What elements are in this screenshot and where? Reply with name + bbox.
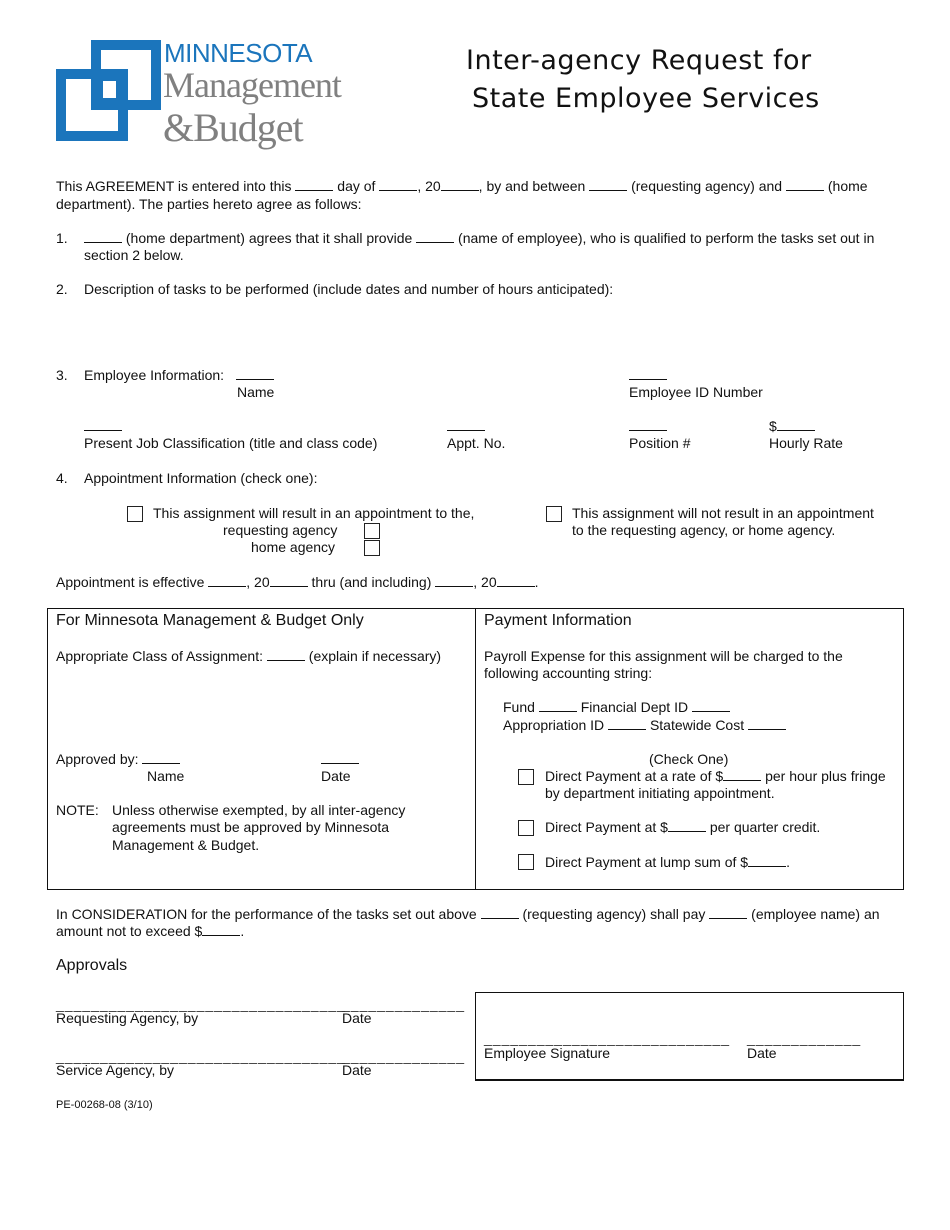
not-to-exceed-field[interactable]	[202, 923, 240, 936]
service-agency-date-line[interactable]: ______________	[342, 1048, 466, 1064]
approved-by-name-caption: Name	[147, 768, 185, 784]
appointment-info-label: Appointment Information (check one):	[84, 470, 318, 486]
quarter-amount-field[interactable]	[668, 819, 706, 832]
intro-line1: This AGREEMENT is entered into this day of , 20 , by and between (requesting agency) and (home	[56, 178, 868, 194]
rate-field[interactable]	[723, 768, 761, 781]
section4-number: 4.	[56, 470, 68, 486]
note-label: NOTE:	[56, 802, 99, 818]
employee-sig-line[interactable]: ____________________________	[484, 1030, 731, 1046]
approved-by-name-field[interactable]	[142, 751, 180, 764]
payment-text-line2: following accounting string:	[484, 665, 653, 681]
approved-by-date-caption: Date	[321, 768, 351, 784]
consideration-employee-field[interactable]	[709, 906, 747, 919]
consideration-agency-field[interactable]	[481, 906, 519, 919]
consideration-line2: amount not to exceed $ .	[56, 923, 245, 939]
section2-number: 2.	[56, 281, 68, 297]
job-class-caption: Present Job Classification (title and class code)	[84, 435, 378, 451]
appropriation-line: Appropriation ID Statewide Cost	[503, 717, 786, 733]
position-caption: Position #	[629, 435, 691, 451]
note-line2: agreements must be approved by Minnesota	[112, 819, 390, 835]
section1-line1: (home department) agrees that it shall provide (name of employee), who is qualified to perform the tasks set out in	[84, 230, 874, 246]
logo-line-management: Management	[163, 65, 341, 105]
effective-end-year-field[interactable]	[497, 574, 535, 587]
box-divider	[475, 608, 476, 889]
employee-signature-caption: Employee Signature	[484, 1045, 611, 1061]
consideration-line1: In CONSIDERATION for the performance of the tasks set out above (requesting agency) shall pay (employee name) an	[56, 906, 880, 922]
section1-line2: section 2 below.	[84, 247, 184, 263]
effective-end-field[interactable]	[435, 574, 473, 587]
no-appointment-checkbox[interactable]	[546, 506, 562, 522]
requesting-agency-date-caption: Date	[342, 1010, 372, 1026]
lump-sum-field[interactable]	[748, 854, 786, 867]
direct-payment-rate-line1: Direct Payment at a rate of $ per hour plus fringe	[545, 768, 886, 784]
no-appointment-text-line2: to the requesting agency, or home agency.	[572, 522, 836, 538]
home-agency-checkbox[interactable]	[364, 540, 380, 556]
position-field[interactable]	[629, 418, 667, 431]
class-assignment-field[interactable]	[267, 648, 305, 661]
approved-by-date-field[interactable]	[321, 751, 359, 764]
year-field[interactable]	[441, 178, 479, 191]
class-assignment-line: Appropriate Class of Assignment: (explain if necessary)	[56, 648, 442, 664]
page-title-line2: State Employee Services	[472, 83, 820, 114]
direct-payment-rate-line2: by department initiating appointment.	[545, 785, 775, 801]
fund-line: Fund Financial Dept ID	[503, 699, 730, 715]
direct-payment-quarter-line: Direct Payment at $ per quarter credit.	[545, 819, 821, 835]
page-title-line1: Inter-agency Request for	[466, 45, 812, 76]
effective-start-year-field[interactable]	[270, 574, 308, 587]
appointment-result-checkbox[interactable]	[127, 506, 143, 522]
employee-name-field[interactable]	[236, 367, 274, 380]
note-line1: Unless otherwise exempted, by all inter-agency	[112, 802, 406, 818]
appropriation-id-field[interactable]	[608, 717, 646, 730]
payment-text-line1: Payroll Expense for this assignment will be charged to the	[484, 648, 843, 664]
logo-mark-icon	[56, 40, 162, 144]
home-agency-option-label: home agency	[251, 539, 336, 555]
day-field[interactable]	[295, 178, 333, 191]
requesting-agency-field[interactable]	[589, 178, 627, 191]
requesting-agency-option-label: requesting agency	[223, 522, 338, 538]
employee-date-line[interactable]: _____________	[747, 1030, 862, 1046]
appointment-result-text: This assignment will result in an appointment to the,	[153, 505, 475, 521]
appt-no-field[interactable]	[447, 418, 485, 431]
fund-field[interactable]	[539, 699, 577, 712]
hourly-rate-field[interactable]	[777, 418, 815, 431]
no-appointment-text-line1: This assignment will not result in an appointment	[572, 505, 874, 521]
s1-employee-name-field[interactable]	[416, 230, 454, 243]
mmb-header: For Minnesota Management & Budget Only	[56, 612, 364, 629]
intro-line2: department). The parties hereto agree as follows:	[56, 196, 362, 212]
direct-payment-lump-line: Direct Payment at lump sum of $ .	[545, 854, 790, 870]
section1-number: 1.	[56, 230, 68, 246]
payment-header: Payment Information	[484, 612, 632, 629]
appointment-effective-line: Appointment is effective , 20 thru (and including) , 20 .	[56, 574, 539, 590]
service-agency-date-caption: Date	[342, 1062, 372, 1078]
logo-line-minnesota: MINNESOTA	[164, 38, 313, 68]
service-agency-caption: Service Agency, by	[56, 1062, 175, 1078]
employee-name-caption: Name	[237, 384, 275, 400]
service-agency-sig-line[interactable]: _________________________________	[56, 1048, 346, 1064]
month-field[interactable]	[379, 178, 417, 191]
section3-number: 3.	[56, 367, 68, 383]
approvals-header: Approvals	[56, 957, 128, 974]
employee-info-label: Employee Information:	[84, 367, 225, 383]
note-line3: Management & Budget.	[112, 837, 260, 853]
home-department-field[interactable]	[786, 178, 824, 191]
requesting-agency-checkbox[interactable]	[364, 523, 380, 539]
check-one-label: (Check One)	[649, 751, 729, 767]
appt-no-caption: Appt. No.	[447, 435, 506, 451]
employee-date-caption: Date	[747, 1045, 777, 1061]
direct-payment-rate-checkbox[interactable]	[518, 769, 534, 785]
direct-payment-quarter-checkbox[interactable]	[518, 820, 534, 836]
requesting-agency-sig-line[interactable]: _________________________________	[56, 996, 346, 1012]
effective-start-field[interactable]	[208, 574, 246, 587]
hourly-rate-caption: Hourly Rate	[769, 435, 843, 451]
requesting-agency-caption: Requesting Agency, by	[56, 1010, 199, 1026]
job-class-field[interactable]	[84, 418, 122, 431]
employee-id-field[interactable]	[629, 367, 667, 380]
section2-text: Description of tasks to be performed (include dates and number of hours anticipated):	[84, 281, 614, 297]
approved-by-line: Approved by:	[56, 751, 180, 767]
financial-dept-id-field[interactable]	[692, 699, 730, 712]
s1-home-department-field[interactable]	[84, 230, 122, 243]
direct-payment-lump-checkbox[interactable]	[518, 854, 534, 870]
logo-line-budget: &Budget	[163, 105, 303, 150]
form-id: PE-00268-08 (3/10)	[56, 1099, 153, 1111]
employee-id-caption: Employee ID Number	[629, 384, 763, 400]
statewide-cost-field[interactable]	[748, 717, 786, 730]
requesting-agency-date-line[interactable]: ______________	[342, 996, 466, 1012]
